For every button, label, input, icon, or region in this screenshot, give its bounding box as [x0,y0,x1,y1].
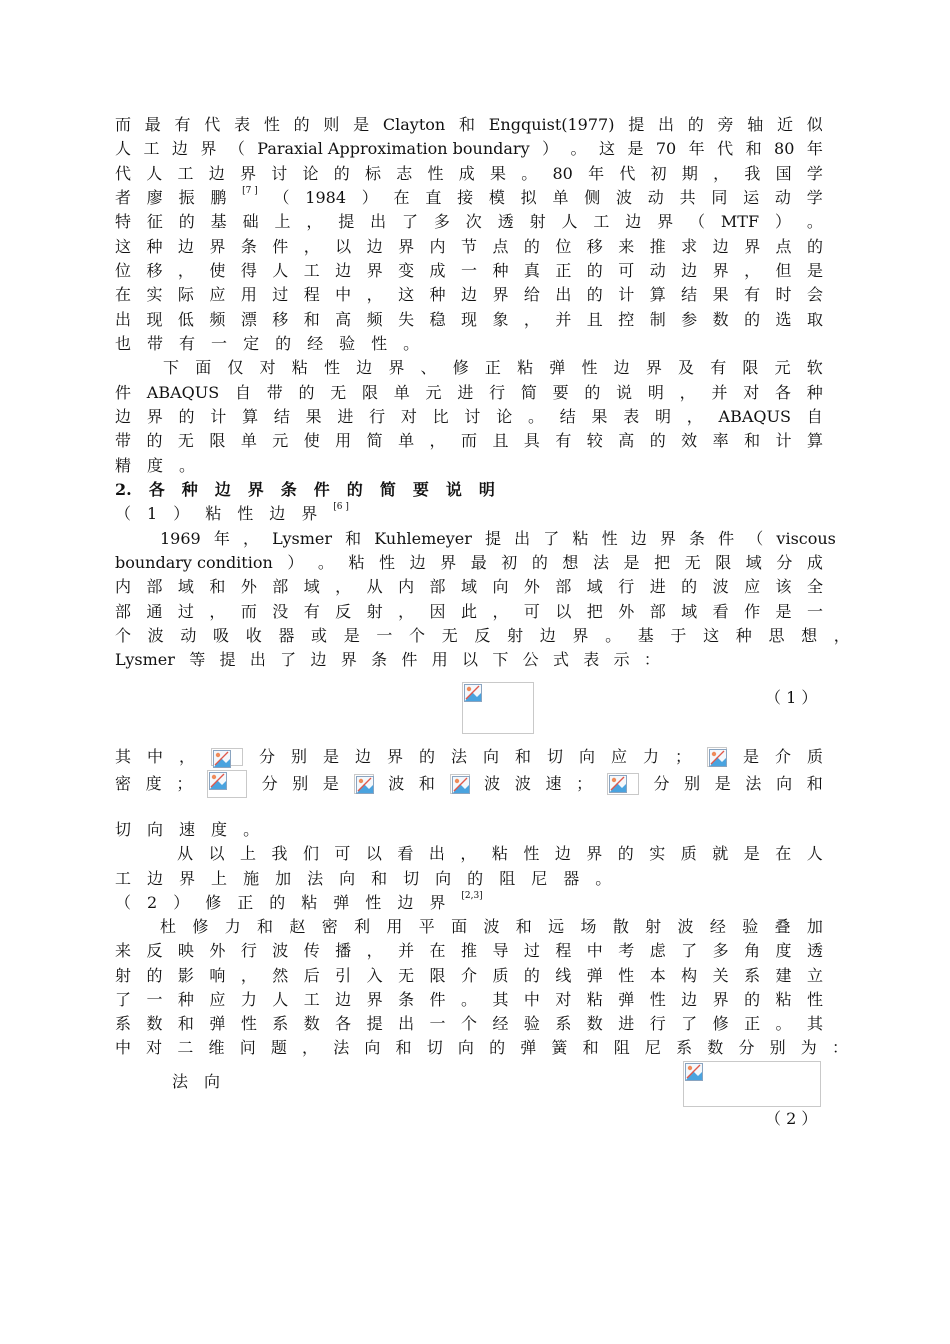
text-line: 者 廖 振 鹏 [7 ] （ 1984 ） 在 直 接 模 拟 单 侧 波 动 共 同 运 动 学 [115,186,823,207]
text-line-with-symbols: 密 度 ； 分 别 是 波 和 波 波 速 ； 分 别 是 法 向 和 [115,772,823,796]
equation-1-image [462,682,534,734]
text-line: 位 移 ， 使 得 人 工 边 界 变 成 一 种 真 正 的 可 动 边 界 ， 但 是 [115,261,823,280]
text-line: 内 部 域 和 外 部 域 ， 从 内 部 域 向 外 部 域 行 进 的 波 应 该 全 [115,577,823,596]
text-line: 而 最 有 代 表 性 的 则 是 Clayton 和 Engquist(1977) 提 出 的 旁 轴 近 似 [115,115,823,134]
text-line: Lysmer 等 提 出 了 边 界 条 件 用 以 下 公 式 表 示 ： [115,650,660,669]
text-line: 下 面 仅 对 粘 性 边 界 、 修 正 粘 弹 性 边 界 及 有 限 元 软 [163,358,823,377]
broken-image-icon [607,773,639,795]
text-line: 个 波 动 吸 收 器 或 是 一 个 无 反 射 边 界 。 基 于 这 种 思 想 ， [115,626,850,645]
broken-image-icon [211,748,243,766]
text-line: 边 界 的 计 算 结 果 进 行 对 比 讨 论 。 结 果 表 明 ， ABAQUS 自 [115,407,823,426]
text-line: 中 对 二 维 问 题 ， 法 向 和 切 向 的 弹 簧 和 阻 尼 系 数 分 别 为 ： [115,1038,848,1057]
text-line: 其 中 ， 分 别 是 边 界 的 法 向 和 切 向 应 力 ； 是 介 质 [115,747,823,766]
text-line: 特 征 的 基 础 上 ， 提 出 了 多 次 透 射 人 工 边 界 （ MTF ） 。 [115,212,823,231]
text-line: 来 反 映 外 行 波 传 播 ， 并 在 推 导 过 程 中 考 虑 了 多 角 度 透 [115,941,823,960]
text-line: 从 以 上 我 们 可 以 看 出 ， 粘 性 边 界 的 实 质 就 是 在 人 [177,844,823,863]
text-line: 工 边 界 上 施 加 法 向 和 切 向 的 阻 尼 器 。 [115,869,612,888]
text-line: 杜 修 力 和 赵 密 利 用 平 面 波 和 远 场 散 射 波 经 验 叠 加 [160,917,823,936]
broken-image-icon [207,770,247,798]
subsection-heading: （ 2 ） 修 正 的 粘 弹 性 边 界 [2,3] [115,891,483,912]
text-line: 代 人 工 边 界 讨 论 的 标 志 性 成 果 。 80 年 代 初 期 ， 我 国 学 [115,164,823,183]
text-line: 带 的 无 限 单 元 使 用 简 单 ， 而 且 具 有 较 高 的 效 率 和 计 算 [115,431,823,450]
normal-direction-label: 法 向 [172,1072,221,1091]
section-heading: 2. 各 种 边 界 条 件 的 简 要 说 明 [115,480,495,499]
equation-2-number: （ 2 ） [765,1109,818,1128]
text-line: 这 种 边 界 条 件 ， 以 边 界 内 节 点 的 位 移 来 推 求 边 界 点 的 [115,237,823,256]
broken-image-icon [354,774,374,794]
broken-image-icon [450,774,470,794]
text-line: 部 通 过 ， 而 没 有 反 射 ， 因 此 ， 可 以 把 外 部 域 看 作 是 一 [115,602,823,621]
text-line: 系 数 和 弹 性 系 数 各 提 出 一 个 经 验 系 数 进 行 了 修 正 。 其 [115,1014,823,1033]
text-line: 人 工 边 界 （ Paraxial Approximation boundary ） 。 这 是 70 年 代 和 80 年 [115,139,823,158]
subsection-heading: （ 1 ） 粘 性 边 界 [6 ] [115,502,349,523]
text-line: boundary condition ） 。 粘 性 边 界 最 初 的 想 法 是 把 无 限 域 分 成 [115,553,823,572]
text-line: 切 向 速 度 。 [115,820,260,839]
broken-image-icon [707,747,727,767]
text-line: 了 一 种 应 力 人 工 边 界 条 件 。 其 中 对 粘 弹 性 边 界 的 粘 性 [115,990,823,1009]
text-line: 精 度 。 [115,456,196,475]
text-line: 1969 年 ， Lysmer 和 Kuhlemeyer 提 出 了 粘 性 边 界 条 件 （ viscous [160,529,836,548]
equation-1-number: （ 1 ） [765,688,818,707]
text-line: 也 带 有 一 定 的 经 验 性 。 [115,334,420,353]
text-line: 在 实 际 应 用 过 程 中 ， 这 种 边 界 给 出 的 计 算 结 果 有 时 会 [115,285,823,304]
text-line: 出 现 低 频 漂 移 和 高 频 失 稳 现 象 ， 并 且 控 制 参 数 的 选 取 [115,310,823,329]
text-line: 件 ABAQUS 自 带 的 无 限 单 元 进 行 简 要 的 说 明 ， 并 对 各 种 [115,383,823,402]
text-line: 射 的 影 响 ， 然 后 引 入 无 限 介 质 的 线 弹 性 本 构 关 系 建 立 [115,966,823,985]
equation-2-image [683,1061,821,1107]
